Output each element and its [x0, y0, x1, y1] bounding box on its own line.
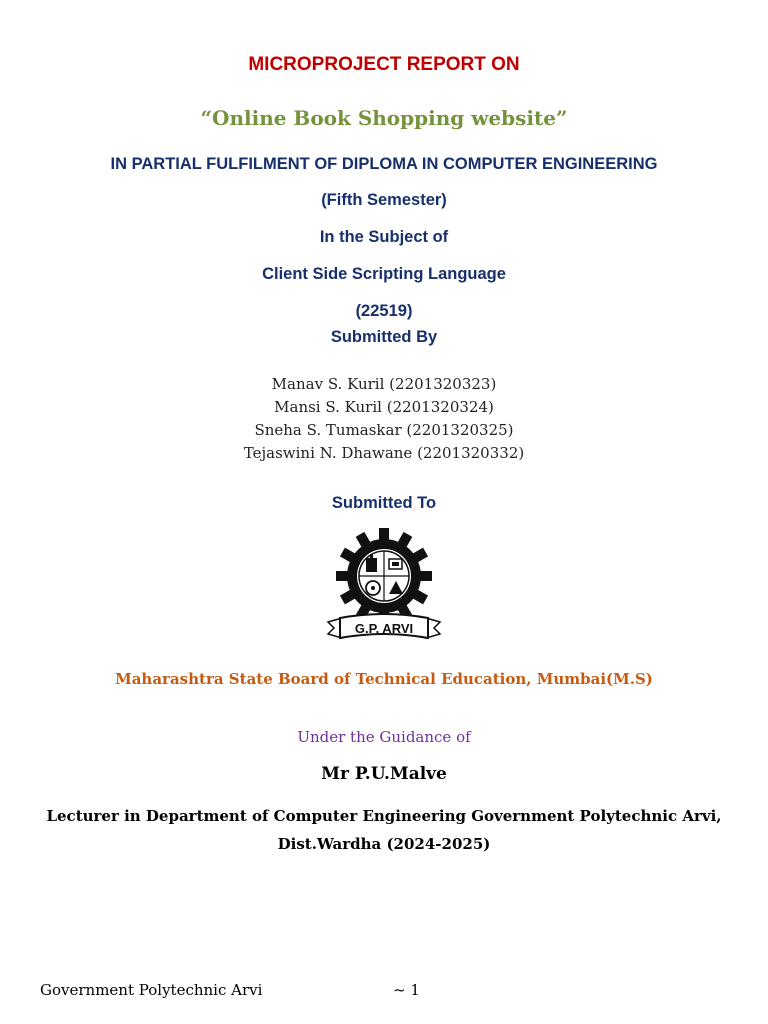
- guidance-label: Under the Guidance of: [297, 728, 471, 746]
- project-name: “Online Book Shopping website”: [200, 106, 568, 130]
- student-name: Sneha S. Tumaskar (2201320325): [254, 421, 514, 439]
- student-name: Manav S. Kuril (2201320323): [271, 375, 497, 393]
- report-title: MICROPROJECT REPORT ON: [248, 54, 520, 75]
- subject-code: (22519): [355, 302, 413, 320]
- student-name: Tejaswini N. Dhawane (2201320332): [243, 444, 525, 462]
- footer-institute: Government Polytechnic Arvi: [40, 981, 263, 999]
- guide-designation: Lecturer in Department of Computer Engineering Government Polytechnic Arvi,: [46, 807, 722, 825]
- logo-text: G.P. ARVI: [354, 621, 414, 636]
- semester-line: (Fifth Semester): [321, 191, 447, 209]
- gear-emblem: [336, 528, 432, 624]
- subject-name: Client Side Scripting Language: [262, 265, 506, 283]
- submitted-to-label: Submitted To: [331, 494, 437, 512]
- submitted-by-label: Submitted By: [330, 328, 438, 346]
- student-name: Mansi S. Kuril (2201320324): [274, 398, 494, 416]
- guide-name: Mr P.U.Malve: [321, 764, 447, 784]
- page-number: ~ 1: [393, 981, 420, 999]
- guide-designation: Dist.Wardha (2024-2025): [277, 835, 491, 853]
- subject-intro: In the Subject of: [319, 228, 449, 246]
- college-logo: [316, 526, 452, 644]
- fulfilment-line: IN PARTIAL FULFILMENT OF DIPLOMA IN COMPUTER ENGINEERING: [110, 155, 658, 173]
- board-name: Maharashtra State Board of Technical Education, Mumbai(M.S): [115, 670, 653, 688]
